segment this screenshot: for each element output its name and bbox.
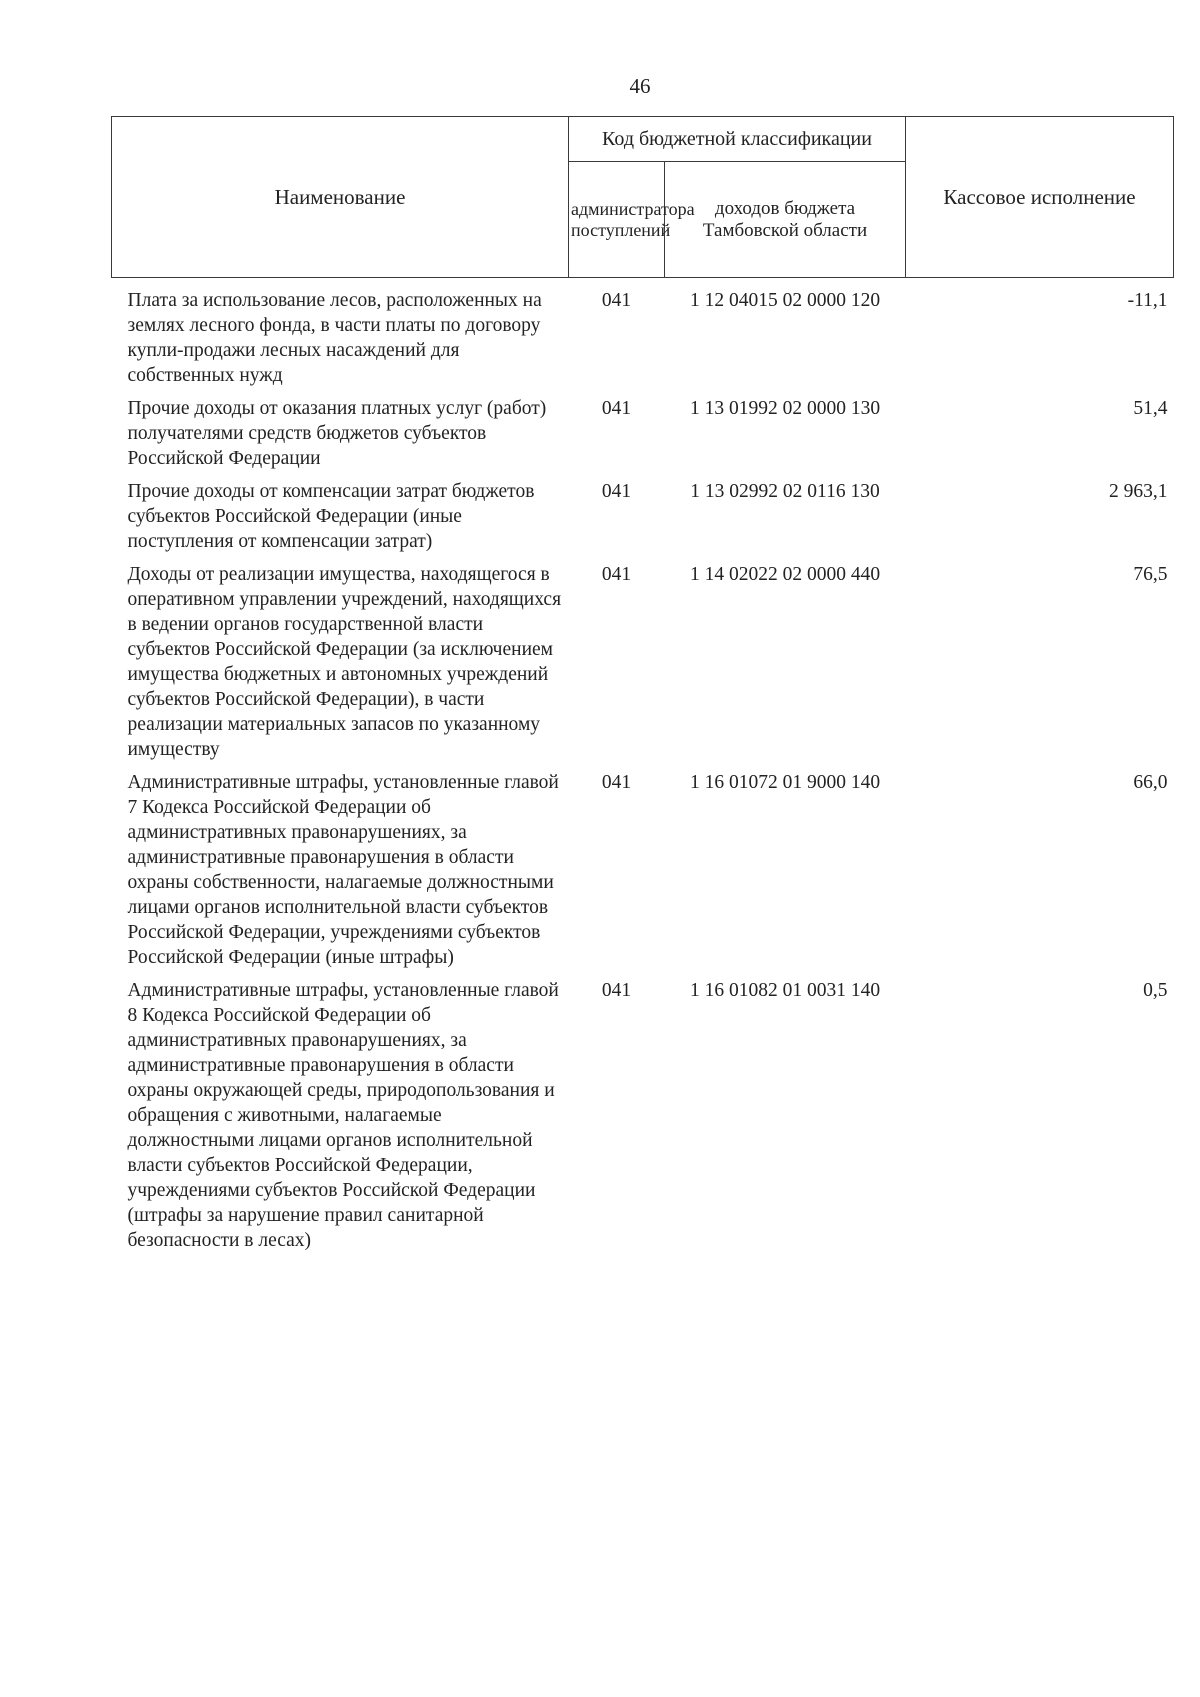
- row-admin-code: 041: [601, 481, 632, 502]
- row-income-code: 1 13 02992 02 0116 130: [690, 481, 880, 502]
- row-income-code: 1 13 01992 02 0000 130: [689, 398, 881, 419]
- header-regional-budget-income: доходов бюджета Тамбовской области: [665, 162, 906, 278]
- table-row: [112, 278, 1174, 397]
- row-amount: 76,5: [1133, 564, 1168, 585]
- row-name: Прочие доходы от компенсации затрат бюджетов субъектов Российской Федерации (иные поступления от компенсации затрат): [127, 481, 535, 552]
- row-amount: 0,5: [1143, 980, 1168, 1001]
- row-name: Административные штрафы, установленные главой 8 Кодекса Российской Федерации об административных правонарушениях, за административные правонарушения в области охраны окружающей среды, природопользования и обращения с животными, налагаемые должностными лицами органов исполнительной власти субъектов Российской Федерации, учреждениями субъектов Российской Федерации (штрафы за нарушение правил санитарной безопасности в лесах): [127, 980, 559, 1251]
- row-amount: -11,1: [1127, 290, 1168, 311]
- table-row: [112, 396, 1174, 479]
- page-number: 46: [629, 74, 651, 98]
- budget-revenue-table: [111, 116, 1174, 1261]
- row-income-code: 1 16 01082 01 0031 140: [689, 980, 881, 1001]
- row-name: Прочие доходы от оказания платных услуг (работ) получателями средств бюджетов субъектов Российской Федерации: [127, 398, 547, 469]
- header-name: Наименование: [112, 117, 569, 278]
- row-admin-code: 041: [601, 290, 632, 311]
- row-income-code: 1 16 01072 01 9000 140: [689, 772, 881, 793]
- row-admin-code: 041: [601, 398, 632, 419]
- row-name: Доходы от реализации имущества, находящегося в оперативном управлении учреждений, находящихся в ведении органов государственной власти субъектов Российской Федерации (за исключением имущества бюджетных и автономных учреждений субъектов Российской Федерации), в части реализации материальных запасов по указанному имуществу: [127, 564, 562, 760]
- row-admin-code: 041: [601, 980, 632, 1001]
- header-budget-classification-code: Код бюджетной классификации: [569, 117, 906, 162]
- row-amount: 51,4: [1133, 398, 1168, 419]
- row-amount: 66,0: [1133, 772, 1168, 793]
- row-name: Административные штрафы, установленные главой 7 Кодекса Российской Федерации об административных правонарушениях, за административные правонарушения в области охраны собственности, налагаемые должностными лицами органов исполнительной власти субъектов Российской Федерации, учреждениями субъектов Российской Федерации (иные штрафы): [127, 772, 559, 968]
- row-admin-code: 041: [601, 772, 632, 793]
- header-revenue-administrator: администратора поступлений: [569, 162, 665, 278]
- row-amount: 2 963,1: [1109, 481, 1168, 502]
- row-income-code: 1 12 04015 02 0000 120: [689, 290, 881, 311]
- table-row: [112, 479, 1174, 562]
- row-income-code: 1 14 02022 02 0000 440: [689, 564, 881, 585]
- table-row: [112, 770, 1174, 978]
- row-name: Плата за использование лесов, расположенных на землях лесного фонда, в части платы по договору купли-продажи лесных насаждений для собственных нужд: [127, 290, 542, 386]
- row-admin-code: 041: [601, 564, 632, 585]
- table-row: [112, 978, 1174, 1261]
- header-cash-execution: Кассовое исполнение: [906, 117, 1174, 278]
- table-row: [112, 562, 1174, 770]
